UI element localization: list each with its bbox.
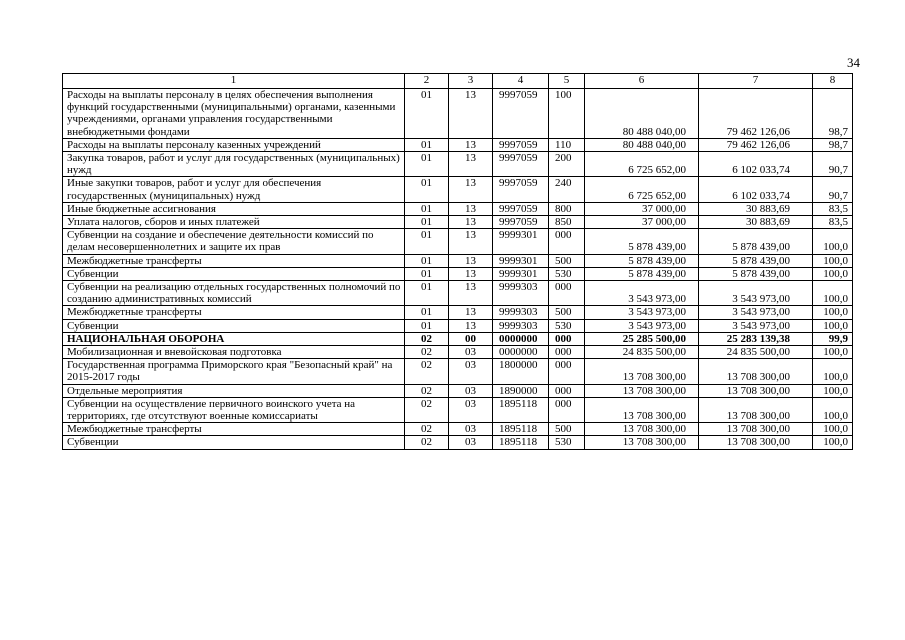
section-code-cell: 01 (405, 152, 449, 177)
expense-type-cell: 500 (549, 306, 585, 319)
percent-cell: 90,7 (813, 177, 853, 202)
percent-cell: 100,0 (813, 346, 853, 359)
percent-cell: 100,0 (813, 359, 853, 384)
percent-cell: 100,0 (813, 267, 853, 280)
section-code-cell: 01 (405, 89, 449, 139)
subsection-code-cell: 03 (449, 397, 493, 422)
table-row (63, 202, 853, 215)
subsection-code-cell: 03 (449, 384, 493, 397)
planned-amount-cell: 5 878 439,00 (585, 267, 699, 280)
table-row (63, 216, 853, 229)
table-row (63, 332, 853, 345)
expense-type-cell: 800 (549, 202, 585, 215)
expense-type-cell: 000 (549, 359, 585, 384)
column-header: 5 (549, 74, 585, 89)
subsection-code-cell: 13 (449, 89, 493, 139)
executed-amount-cell: 5 878 439,00 (699, 267, 813, 280)
column-header: 7 (699, 74, 813, 89)
row-name-cell: Иные закупки товаров, работ и услуг для обеспечения государственных (муниципальных) нужд (63, 177, 405, 202)
expense-type-cell: 200 (549, 152, 585, 177)
planned-amount-cell: 13 708 300,00 (585, 359, 699, 384)
subsection-code-cell: 13 (449, 267, 493, 280)
table-row (63, 281, 853, 306)
planned-amount-cell: 80 488 040,00 (585, 89, 699, 139)
target-article-cell: 9999301 (493, 254, 549, 267)
row-name-cell: Межбюджетные трансферты (63, 306, 405, 319)
planned-amount-cell: 13 708 300,00 (585, 423, 699, 436)
percent-cell: 100,0 (813, 281, 853, 306)
section-code-cell: 01 (405, 177, 449, 202)
subsection-code-cell: 13 (449, 229, 493, 254)
expense-type-cell: 110 (549, 138, 585, 151)
target-article-cell: 9997059 (493, 177, 549, 202)
column-header: 4 (493, 74, 549, 89)
table-row (63, 436, 853, 449)
row-name-cell: Расходы на выплаты персоналу в целях обеспечения выполнения функций государственными (муниципальными) органами, казенными учреждениями, органами управления государственными внебюджетными фондами (63, 89, 405, 139)
table-row (63, 423, 853, 436)
section-code-cell: 01 (405, 306, 449, 319)
percent-cell: 98,7 (813, 89, 853, 139)
section-code-cell: 01 (405, 281, 449, 306)
executed-amount-cell: 30 883,69 (699, 216, 813, 229)
percent-cell: 100,0 (813, 319, 853, 332)
target-article-cell: 9999303 (493, 306, 549, 319)
expense-type-cell: 000 (549, 281, 585, 306)
section-code-cell: 01 (405, 267, 449, 280)
planned-amount-cell: 5 878 439,00 (585, 229, 699, 254)
row-name-cell: Субвенции на реализацию отдельных государственных полномочий по созданию административных комиссий (63, 281, 405, 306)
row-name-cell: Отдельные мероприятия (63, 384, 405, 397)
section-code-cell: 02 (405, 359, 449, 384)
planned-amount-cell: 3 543 973,00 (585, 281, 699, 306)
table-row (63, 346, 853, 359)
expense-type-cell: 530 (549, 267, 585, 280)
planned-amount-cell: 3 543 973,00 (585, 319, 699, 332)
table-row (63, 254, 853, 267)
table-row (63, 138, 853, 151)
subsection-code-cell: 03 (449, 436, 493, 449)
subsection-code-cell: 13 (449, 177, 493, 202)
planned-amount-cell: 6 725 652,00 (585, 152, 699, 177)
column-header: 2 (405, 74, 449, 89)
section-code-cell: 02 (405, 384, 449, 397)
percent-cell: 99,9 (813, 332, 853, 345)
subsection-code-cell: 13 (449, 254, 493, 267)
expense-type-cell: 500 (549, 254, 585, 267)
target-article-cell: 9999303 (493, 319, 549, 332)
section-code-cell: 01 (405, 254, 449, 267)
row-name-cell: Субвенции (63, 319, 405, 332)
subsection-code-cell: 13 (449, 202, 493, 215)
expense-type-cell: 530 (549, 436, 585, 449)
section-code-cell: 01 (405, 216, 449, 229)
percent-cell: 100,0 (813, 423, 853, 436)
target-article-cell: 9999301 (493, 267, 549, 280)
section-code-cell: 02 (405, 346, 449, 359)
target-article-cell: 9997059 (493, 138, 549, 151)
subsection-code-cell: 13 (449, 138, 493, 151)
target-article-cell: 1800000 (493, 359, 549, 384)
executed-amount-cell: 13 708 300,00 (699, 384, 813, 397)
executed-amount-cell: 6 102 033,74 (699, 177, 813, 202)
executed-amount-cell: 25 283 139,38 (699, 332, 813, 345)
target-article-cell: 1895118 (493, 397, 549, 422)
planned-amount-cell: 13 708 300,00 (585, 436, 699, 449)
subsection-code-cell: 03 (449, 423, 493, 436)
section-code-cell: 02 (405, 423, 449, 436)
column-header: 8 (813, 74, 853, 89)
percent-cell: 100,0 (813, 436, 853, 449)
executed-amount-cell: 79 462 126,06 (699, 138, 813, 151)
executed-amount-cell: 30 883,69 (699, 202, 813, 215)
percent-cell: 83,5 (813, 202, 853, 215)
row-name-cell: Мобилизационная и вневойсковая подготовка (63, 346, 405, 359)
row-name-cell: Закупка товаров, работ и услуг для государственных (муниципальных) нужд (63, 152, 405, 177)
section-code-cell: 02 (405, 397, 449, 422)
expense-type-cell: 000 (549, 384, 585, 397)
executed-amount-cell: 13 708 300,00 (699, 397, 813, 422)
planned-amount-cell: 13 708 300,00 (585, 384, 699, 397)
target-article-cell: 1895118 (493, 423, 549, 436)
row-name-cell: Субвенции на создание и обеспечение деятельности комиссий по делам несовершеннолетних и защите их прав (63, 229, 405, 254)
target-article-cell: 9999303 (493, 281, 549, 306)
executed-amount-cell: 13 708 300,00 (699, 436, 813, 449)
expense-type-cell: 240 (549, 177, 585, 202)
header-row (63, 74, 853, 89)
column-header: 3 (449, 74, 493, 89)
planned-amount-cell: 25 285 500,00 (585, 332, 699, 345)
table-row (63, 229, 853, 254)
target-article-cell: 9997059 (493, 202, 549, 215)
row-name-cell: Субвенции на осуществление первичного воинского учета на территориях, где отсутствуют военные комиссариаты (63, 397, 405, 422)
section-code-cell: 01 (405, 319, 449, 332)
target-article-cell: 9997059 (493, 89, 549, 139)
expense-type-cell: 000 (549, 346, 585, 359)
target-article-cell: 9997059 (493, 152, 549, 177)
table-row (63, 397, 853, 422)
executed-amount-cell: 79 462 126,06 (699, 89, 813, 139)
percent-cell: 100,0 (813, 254, 853, 267)
percent-cell: 100,0 (813, 384, 853, 397)
executed-amount-cell: 5 878 439,00 (699, 254, 813, 267)
section-code-cell: 02 (405, 332, 449, 345)
subsection-code-cell: 13 (449, 281, 493, 306)
row-name-cell: Межбюджетные трансферты (63, 423, 405, 436)
percent-cell: 83,5 (813, 216, 853, 229)
page-number: 34 (847, 55, 860, 70)
expense-type-cell: 000 (549, 397, 585, 422)
row-name-cell: НАЦИОНАЛЬНАЯ ОБОРОНА (63, 332, 405, 345)
executed-amount-cell: 13 708 300,00 (699, 359, 813, 384)
executed-amount-cell: 3 543 973,00 (699, 281, 813, 306)
section-code-cell: 01 (405, 138, 449, 151)
executed-amount-cell: 3 543 973,00 (699, 306, 813, 319)
table-row (63, 89, 853, 139)
executed-amount-cell: 6 102 033,74 (699, 152, 813, 177)
expense-type-cell: 000 (549, 332, 585, 345)
target-article-cell: 9997059 (493, 216, 549, 229)
planned-amount-cell: 80 488 040,00 (585, 138, 699, 151)
executed-amount-cell: 13 708 300,00 (699, 423, 813, 436)
table-row (63, 177, 853, 202)
planned-amount-cell: 37 000,00 (585, 216, 699, 229)
section-code-cell: 02 (405, 436, 449, 449)
target-article-cell: 1895118 (493, 436, 549, 449)
planned-amount-cell: 24 835 500,00 (585, 346, 699, 359)
target-article-cell: 9999301 (493, 229, 549, 254)
table-row (63, 267, 853, 280)
expense-type-cell: 850 (549, 216, 585, 229)
percent-cell: 100,0 (813, 397, 853, 422)
row-name-cell: Уплата налогов, сборов и иных платежей (63, 216, 405, 229)
target-article-cell: 1890000 (493, 384, 549, 397)
column-header: 1 (63, 74, 405, 89)
section-code-cell: 01 (405, 202, 449, 215)
percent-cell: 100,0 (813, 306, 853, 319)
table-row (63, 384, 853, 397)
percent-cell: 90,7 (813, 152, 853, 177)
percent-cell: 98,7 (813, 138, 853, 151)
row-name-cell: Субвенции (63, 267, 405, 280)
subsection-code-cell: 13 (449, 319, 493, 332)
subsection-code-cell: 00 (449, 332, 493, 345)
expense-type-cell: 100 (549, 89, 585, 139)
executed-amount-cell: 24 835 500,00 (699, 346, 813, 359)
table-row (63, 359, 853, 384)
expense-type-cell: 000 (549, 229, 585, 254)
row-name-cell: Иные бюджетные ассигнования (63, 202, 405, 215)
planned-amount-cell: 37 000,00 (585, 202, 699, 215)
planned-amount-cell: 5 878 439,00 (585, 254, 699, 267)
budget-table (62, 73, 853, 450)
table-row (63, 319, 853, 332)
section-code-cell: 01 (405, 229, 449, 254)
subsection-code-cell: 03 (449, 346, 493, 359)
planned-amount-cell: 3 543 973,00 (585, 306, 699, 319)
target-article-cell: 0000000 (493, 332, 549, 345)
expense-type-cell: 530 (549, 319, 585, 332)
column-header: 6 (585, 74, 699, 89)
planned-amount-cell: 6 725 652,00 (585, 177, 699, 202)
executed-amount-cell: 3 543 973,00 (699, 319, 813, 332)
row-name-cell: Межбюджетные трансферты (63, 254, 405, 267)
subsection-code-cell: 03 (449, 359, 493, 384)
subsection-code-cell: 13 (449, 216, 493, 229)
planned-amount-cell: 13 708 300,00 (585, 397, 699, 422)
target-article-cell: 0000000 (493, 346, 549, 359)
percent-cell: 100,0 (813, 229, 853, 254)
expense-type-cell: 500 (549, 423, 585, 436)
row-name-cell: Государственная программа Приморского края "Безопасный край" на 2015-2017 годы (63, 359, 405, 384)
row-name-cell: Расходы на выплаты персоналу казенных учреждений (63, 138, 405, 151)
executed-amount-cell: 5 878 439,00 (699, 229, 813, 254)
table-row (63, 152, 853, 177)
row-name-cell: Субвенции (63, 436, 405, 449)
table-body (63, 89, 853, 450)
subsection-code-cell: 13 (449, 152, 493, 177)
table-row (63, 306, 853, 319)
subsection-code-cell: 13 (449, 306, 493, 319)
